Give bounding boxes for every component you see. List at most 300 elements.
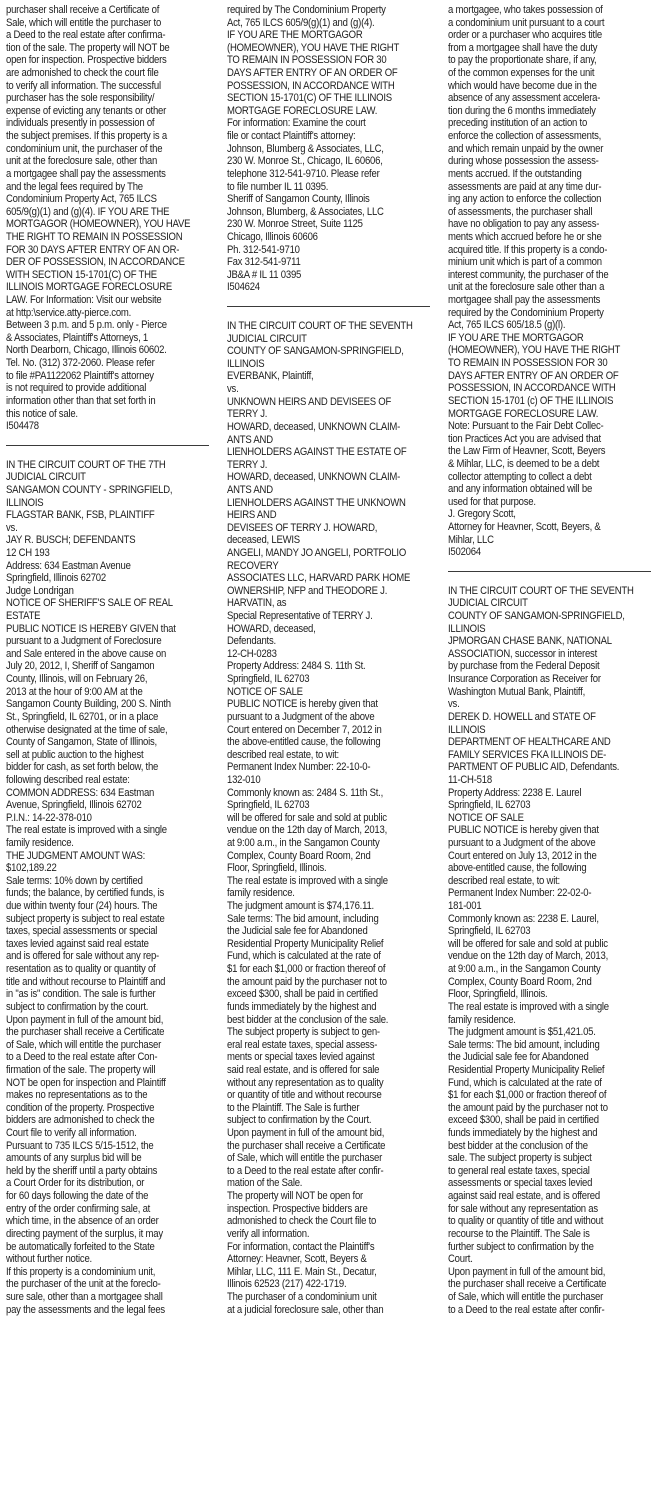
notice-line: ments accrued. If the outstanding <box>448 167 582 180</box>
notice-line: the Judicial sale fee for Abandoned <box>448 1051 589 1064</box>
notice-divider <box>448 571 651 572</box>
notice-line: ILLINOIS MORTGAGE FORECLOSURE <box>6 281 173 294</box>
notice-line: exceed $300, shall be paid in certified <box>448 1114 599 1127</box>
notice-line: interest community, the purchaser of the <box>448 268 609 281</box>
notice-line: and any information obtained will be <box>448 483 593 496</box>
notice-line: for 60 days following the date of the <box>6 1190 149 1203</box>
notice-line: be automatically forfeited to the State <box>6 1240 155 1253</box>
legal-notice <box>6 459 209 1316</box>
notice-line: bidders are admonished to check the <box>6 1114 155 1127</box>
notice-line: 12 CH 193 <box>6 546 50 559</box>
notice-line: Judge Londrigan <box>6 584 74 597</box>
notice-line: FOR 30 DAYS AFTER ENTRY OF AN OR- <box>6 243 180 256</box>
notice-line: taxes, special assessments or special <box>6 925 158 938</box>
notice-line: will be offered for sale and sold at public <box>227 811 387 824</box>
notice-line: Pursuant to 735 ILCS 5/15-1512, the <box>6 1139 154 1152</box>
notice-line: information other than that set forth in <box>6 394 156 407</box>
legal-notice <box>6 4 209 433</box>
notice-line: POSSESSION, IN ACCORDANCE WITH <box>448 382 616 395</box>
notice-line: verify all information. <box>227 1227 310 1240</box>
notice-line: to a Deed to the real estate after confir- <box>227 1164 384 1177</box>
notice-line: which would have become due in the <box>448 79 597 92</box>
notice-line: the Judicial sale fee for Abandoned <box>227 925 368 938</box>
notice-line: & Mihlar, LLC, is deemed to be a debt <box>448 457 600 470</box>
notice-line: to file number IL 11 0395. <box>227 180 329 193</box>
notice-line: Tel. No. (312) 372-2060. Please refer <box>6 357 155 370</box>
notice-line: the subject premises. If this property is a <box>6 130 167 143</box>
notice-line: taxes levied against said real estate <box>6 937 149 950</box>
notice-line: Avenue, Springfield, Illinois 62702 <box>6 799 142 812</box>
notice-line: preceding institution of an action to <box>448 117 588 130</box>
notice-line: the purchaser shall receive a Certificate <box>448 1278 607 1291</box>
notice-line: Illinois 62523 (217) 422-1719. <box>227 1278 347 1291</box>
notice-line: Springfield, IL 62703 <box>448 925 531 938</box>
notice-line: County of Sangamon, State of Illinois, <box>6 736 157 749</box>
notice-line: deceased, LEWIS <box>227 534 300 547</box>
notice-line: JB&A # IL 11 0395 <box>227 268 302 281</box>
notice-line: POSSESSION, IN ACCORDANCE WITH <box>227 79 395 92</box>
notice-line: ILLINOIS <box>448 723 486 736</box>
notice-line: by purchase from the Federal Deposit <box>448 660 600 673</box>
notice-line: the Law Firm of Heavner, Scott, Beyers <box>448 445 606 458</box>
notice-line: County, Illinois, will on February 26, <box>6 673 148 686</box>
notice-line: and is offered for sale without any rep- <box>6 950 160 963</box>
notice-line: the purchaser shall receive a Certificate <box>6 1026 165 1039</box>
notice-line: TERRY J. <box>227 408 268 421</box>
notice-line: Sale terms: The bid amount, including <box>227 912 379 925</box>
notice-line: recourse to the Plaintiff. The Sale is <box>448 1227 590 1240</box>
notice-line: MORTGAGE FORECLOSURE LAW. <box>227 104 378 117</box>
notice-line: NOTICE OF SALE <box>448 811 524 824</box>
notice-line: Commonly known as: 2238 E. Laurel, <box>448 912 599 925</box>
legal-notice <box>448 4 651 559</box>
notice-line: Springfield, Illinois 62702 <box>6 572 106 585</box>
notice-line: P.I.N.: 14-22-378-010 <box>6 811 92 824</box>
notice-line: ANGELI, MANDY JO ANGELI, PORTFOLIO <box>227 546 407 559</box>
notice-line: Springfield, IL 62703 <box>448 799 531 812</box>
notice-line: RECOVERY <box>227 559 279 572</box>
notice-line: PUBLIC NOTICE IS HEREBY GIVEN that <box>6 622 176 635</box>
notice-line: ILLINOIS <box>227 357 265 370</box>
notice-line: DEREK D. HOWELL and STATE OF <box>448 710 596 723</box>
notice-line: TO REMAIN IN POSSESSION FOR 30 <box>448 357 608 370</box>
notice-line: NOT be open for inspection and Plaintiff <box>6 1076 166 1089</box>
notice-divider <box>6 445 209 446</box>
notice-line: DEPARTMENT OF HEALTHCARE AND <box>448 736 611 749</box>
notice-line: EVERBANK, Plaintiff, <box>227 370 314 383</box>
notice-line: at 9:00 a.m., in the Sangamon County <box>227 837 380 849</box>
notice-line: exceed $300, shall be paid in certified <box>227 988 378 1001</box>
notice-line: Commonly known as: 2484 S. 11th St., <box>227 786 384 799</box>
notice-line: Upon payment in full of the amount bid, <box>6 1013 164 1026</box>
notice-line: pay the assessments and the legal fees <box>6 1303 165 1316</box>
notice-line: above-entitled cause, the following <box>448 862 587 875</box>
notice-line: a mortgagee shall pay the assessments <box>6 167 166 180</box>
notice-line: subject to confirmation by the court. <box>6 1000 149 1013</box>
notice-line: telephone 312-541-9710. Please refer <box>227 167 380 180</box>
notice-line: family residence. <box>448 1013 516 1026</box>
notice-line: of assessments, the purchaser shall <box>448 205 593 218</box>
notice-line: have no obligation to pay any assess- <box>448 218 600 231</box>
notice-line: UNKNOWN HEIRS AND DEVISEES OF <box>227 395 392 408</box>
notice-line: FAMILY SERVICES FKA ILLINOIS DE- <box>448 748 607 761</box>
notice-line: Springfield, IL 62703 <box>227 673 310 686</box>
notice-line: The property will NOT be open for <box>227 1190 364 1203</box>
notice-line: enforce the collection of assessments, <box>448 130 602 143</box>
notice-line: and the legal fees required by The <box>6 180 143 193</box>
notice-line: North Dearborn, Chicago, Illinois 60602. <box>6 344 167 357</box>
notice-line: used for that purpose. <box>448 495 536 508</box>
notice-line: TERRY J. <box>227 458 268 471</box>
notice-line: assessments are paid at any time dur- <box>448 180 602 193</box>
notice-line: Johnson, Blumberg, & Associates, LLC <box>227 205 384 218</box>
notice-line: at a judicial foreclosure sale, other than <box>227 1303 384 1316</box>
notice-line: held by the sheriff until a party obtains <box>6 1164 158 1177</box>
notice-line: The subject property is subject to gen- <box>227 1026 380 1039</box>
notice-line: inspection. Prospective bidders are <box>227 1202 368 1215</box>
notice-line: HEIRS AND <box>227 509 277 522</box>
notice-line: which time, in the absence of an order <box>6 1215 159 1228</box>
notice-line: the purchaser shall receive a Certificate <box>227 1139 386 1152</box>
notice-line: LIENHOLDERS AGAINST THE ESTATE OF <box>227 446 407 459</box>
notice-line: The real estate is improved with a single <box>6 824 167 837</box>
notice-line: to the Plaintiff. The Sale is further <box>227 1101 360 1114</box>
notice-line: Sangamon County Building, 200 S. Ninth <box>6 698 171 711</box>
notice-line: COMMON ADDRESS: 634 Eastman <box>6 786 155 799</box>
notice-line: funds immediately by the highest and <box>227 1000 377 1013</box>
notice-line: pursuant to a Judgment of Foreclosure <box>6 635 162 648</box>
notice-line: $1 for each $1,000 or fraction thereof of <box>448 1089 607 1102</box>
notice-line: ANTS AND <box>227 433 273 446</box>
notice-line: unit at the foreclosure sale, other than <box>6 155 158 168</box>
notice-line: best bidder at the conclusion of the <box>448 1139 588 1152</box>
notice-line: collector attempting to collect a debt <box>448 470 592 483</box>
notice-line: Court file to verify all information. <box>6 1127 137 1140</box>
notice-line: unit at the foreclosure sale other than a <box>448 281 605 294</box>
notice-line: ing any action to enforce the collection <box>448 193 602 206</box>
notice-line: without any representation as to quality <box>227 1076 384 1089</box>
notice-line: Ph. 312-541-9710 <box>227 243 300 256</box>
notice-line: $1 for each $1,000 or fraction thereof of <box>227 963 386 976</box>
notice-line: at 9:00 a.m., in the Sangamon County <box>448 963 601 976</box>
notice-line: vendue on the 12th day of March, 2013, <box>227 824 388 837</box>
notice-line: assessments or special taxes levied <box>448 1177 593 1190</box>
notice-line: to a Deed to the real estate after Con- <box>6 1051 158 1064</box>
notice-line: 605/9(g)(1) and (g)(4). IF YOU ARE THE <box>6 205 170 218</box>
notice-line: acquired title. If this property is a condo- <box>448 243 608 256</box>
notice-line: For information: Examine the court <box>227 117 366 130</box>
notice-line: Act, 765 ILCS 605/9(g)(1) and (g)(4). <box>227 16 375 29</box>
notice-line: due within twenty four (24) hours. The <box>6 900 158 913</box>
notice-line: 181-001 <box>448 900 482 913</box>
notice-line: Property Address: 2238 E. Laurel <box>448 786 582 799</box>
notice-line: family residence. <box>6 837 74 849</box>
notice-line: The purchaser of a condominium unit <box>227 1290 377 1303</box>
notice-line: best bidder at the conclusion of the sale. <box>227 1013 389 1026</box>
notice-line: Residential Property Municipality Relief <box>227 937 384 950</box>
notice-line: to verify all information. The successful <box>6 79 161 92</box>
notice-line: entry of the order confirming sale, at <box>6 1202 151 1215</box>
notice-line: Sale, which will entitle the purchaser to <box>6 16 162 29</box>
notice-line: DAYS AFTER ENTRY OF AN ORDER OF <box>448 369 619 382</box>
notice-line: SANGAMON COUNTY - SPRINGFIELD, <box>6 483 173 496</box>
notice-line: Fund, which is calculated at the rate of <box>448 1076 602 1089</box>
notice-line: Upon payment in full of the amount bid, <box>448 1265 606 1278</box>
notice-line: 2013 at the hour of 9:00 AM at the <box>6 685 143 698</box>
notice-line: the above-entitled cause, the following <box>227 736 381 749</box>
notice-line: I502064 <box>448 546 481 559</box>
notice-line: the amount paid by the purchaser not to <box>448 1101 608 1114</box>
notice-line: Floor, Springfield, Illinois. <box>448 988 548 1001</box>
notice-line: Condominium Property Act, 765 ILCS <box>6 193 157 206</box>
notice-line: The judgment amount is $74,176.11. <box>227 900 374 913</box>
notice-line: of the common expenses for the unit <box>448 67 595 80</box>
notice-line: Complex, County Board Room, 2nd <box>227 849 371 862</box>
notice-line: JAY R. BUSCH; DEFENDANTS <box>6 534 136 547</box>
notice-line: to general real estate taxes, special <box>448 1164 590 1177</box>
notice-line: PUBLIC NOTICE is hereby given that <box>227 698 378 711</box>
notice-line: a condominium unit pursuant to a court <box>448 16 605 29</box>
notice-line: TO REMAIN IN POSSESSION FOR 30 <box>227 54 387 67</box>
notice-line: NOTICE OF SALE <box>227 685 303 698</box>
notice-line: Court entered on December 7, 2012 in <box>227 723 382 736</box>
notice-line: required by The Condominium Property <box>227 4 386 16</box>
notice-line: JUDICIAL CIRCUIT <box>448 597 528 610</box>
notice-line: Address: 634 Eastman Avenue <box>6 559 131 572</box>
notice-line: funds; the balance, by certified funds, is <box>6 887 165 900</box>
notice-line: I504624 <box>227 281 260 294</box>
notice-line: in "as is" condition. The sale is further <box>6 988 156 1001</box>
notice-line: tion Practices Act you are advised that <box>448 432 601 445</box>
notice-line: described real estate, to wit: <box>448 874 560 887</box>
notice-line: resentation as to quality or quantity of <box>6 963 156 976</box>
notice-line: mation of the Sale. <box>227 1177 303 1190</box>
notice-line: described real estate, to wit: <box>227 748 339 761</box>
notice-line: ANTS AND <box>227 483 273 496</box>
notice-line: Defendants. <box>227 635 276 648</box>
notice-line: purchaser has the sole responsibility/ <box>6 92 155 105</box>
notice-line: Permanent Index Number: 22-02-0- <box>448 887 592 900</box>
notice-line: 230 W. Monroe St., Chicago, IL 60606, <box>227 155 383 168</box>
notice-line: eral real estate taxes, special assess- <box>227 1038 378 1051</box>
notice-line: and which remain unpaid by the owner <box>448 142 604 155</box>
notice-line: $102,189.22 <box>6 862 57 875</box>
notice-line: ASSOCIATION, successor in interest <box>448 647 598 660</box>
notice-line: sell at public auction to the highest <box>6 748 144 761</box>
notice-line: Washington Mutual Bank, Plaintiff, <box>448 685 586 698</box>
notice-line: Court entered on July 13, 2012 in the <box>448 849 597 862</box>
notice-line: will be offered for sale and sold at public <box>448 937 608 950</box>
notice-line: Permanent Index Number: 22-10-0- <box>227 761 371 774</box>
notice-line: I504478 <box>6 420 39 433</box>
notice-line: Sale terms: 10% down by certified <box>6 874 143 887</box>
notice-line: ASSOCIATES LLC, HARVARD PARK HOME <box>227 572 411 585</box>
notice-line: OWNERSHIP, NFP and THEODORE J. <box>227 584 388 597</box>
notice-line: ILLINOIS <box>6 496 44 509</box>
notice-line: sale. The subject property is subject <box>448 1152 592 1165</box>
notice-line: minium unit which is part of a common <box>448 256 602 269</box>
notice-line: Court. <box>448 1253 473 1266</box>
notice-line: vs. <box>6 521 18 534</box>
notice-line: ments or special taxes levied against <box>227 1051 375 1064</box>
notice-line: a Court Order for its distribution, or <box>6 1177 145 1190</box>
notice-line: Upon payment in full of the amount bid, <box>227 1127 385 1140</box>
notice-line: FLAGSTAR BANK, FSB, PLAINTIFF <box>6 509 155 522</box>
notice-line: vs. <box>448 698 460 711</box>
notice-line: IN THE CIRCUIT COURT OF THE SEVENTH <box>448 584 634 597</box>
notice-line: IN THE CIRCUIT COURT OF THE 7TH <box>6 458 166 471</box>
notice-line: condominium unit, the purchaser of the <box>6 142 163 155</box>
notice-line: JUDICIAL CIRCUIT <box>227 332 307 345</box>
notice-line: vs. <box>227 383 239 396</box>
notice-line: the amount paid by the purchaser not to <box>227 975 387 988</box>
notice-line: tion of the sale. The property will NOT be <box>6 41 170 54</box>
notice-line: Between 3 p.m. and 5 p.m. only - Pierce <box>6 319 167 332</box>
notice-line: SECTION 15-1701 (c) OF THE ILLINOIS <box>448 394 614 407</box>
notice-line: DER OF POSSESSION, IN ACCORDANCE <box>6 256 185 269</box>
notice-line: Sale terms: The bid amount, including <box>448 1038 600 1051</box>
notice-line: vendue on the 12th day of March, 2013, <box>448 950 609 963</box>
notice-line: further subject to confirmation by the <box>448 1240 594 1253</box>
notice-line: JPMORGAN CHASE BANK, NATIONAL <box>448 635 612 648</box>
notice-line: WITH SECTION 15-1701(C) OF THE <box>6 268 157 281</box>
notice-line: Mihlar, LLC <box>448 533 494 546</box>
notice-line: IF YOU ARE THE MORTGAGOR <box>227 29 363 42</box>
notice-line: IF YOU ARE THE MORTGAGOR <box>448 331 584 344</box>
notice-line: following described real estate: <box>6 773 130 786</box>
notice-line: Fax 312-541-9711 <box>227 256 301 269</box>
notice-line: THE RIGHT TO REMAIN IN POSSESSION <box>6 230 183 243</box>
notice-line: THE JUDGMENT AMOUNT WAS: <box>6 849 146 862</box>
notice-line: JUDICIAL CIRCUIT <box>6 471 86 484</box>
notice-line: at http:\service.atty-pierce.com. <box>6 306 132 319</box>
notice-line: COUNTY OF SANGAMON-SPRINGFIELD, <box>227 345 404 358</box>
notice-line: order or a purchaser who acquires title <box>448 29 602 42</box>
notice-line: a Deed to the real estate after confirma- <box>6 29 166 42</box>
notice-line: said real estate, and is offered for sale <box>227 1063 380 1076</box>
notice-line: St., Springfield, IL 62701, or in a place <box>6 710 159 723</box>
notice-line: Fund, which is calculated at the rate of <box>227 950 381 963</box>
notice-line: HOWARD, deceased, UNKNOWN CLAIM- <box>227 471 401 484</box>
notice-line: DAYS AFTER ENTRY OF AN ORDER OF <box>227 67 398 80</box>
notice-line: Note: Pursuant to the Fair Debt Collec- <box>448 420 604 433</box>
notice-line: to a Deed to the real estate after confir- <box>448 1303 605 1316</box>
notice-line: 11-CH-518 <box>448 773 492 786</box>
notice-line: Springfield, IL 62703 <box>227 799 310 812</box>
notice-line: Complex, County Board Room, 2nd <box>448 975 592 988</box>
notice-line: of Sale, which will entitle the purchaser <box>448 1290 604 1303</box>
notice-line: Act, 765 ILCS 605/18.5 (g)(l). <box>448 319 566 332</box>
notice-line: a mortgagee, who takes possession of <box>448 4 603 16</box>
notice-line: Attorney: Heavner, Scott, Beyers & <box>227 1253 367 1266</box>
notice-line: this notice of sale. <box>6 407 78 420</box>
notice-line: July 20, 2012, I, Sheriff of Sangamon <box>6 660 155 673</box>
notice-line: condition of the property. Prospective <box>6 1101 155 1114</box>
notice-line: subject property is subject to real estate <box>6 912 165 925</box>
notice-line: or quantity of title and without recourse <box>227 1089 382 1102</box>
notice-line: expense of evicting any tenants or other <box>6 104 167 117</box>
column-1 <box>6 4 209 1316</box>
notice-line: makes no representations as to the <box>6 1089 148 1102</box>
notice-line: ments which accrued before he or she <box>448 230 602 243</box>
notice-line: title and without recourse to Plaintiff and <box>6 975 166 988</box>
notice-line: LIENHOLDERS AGAINST THE UNKNOWN <box>227 496 406 509</box>
notice-line: Insurance Corporation as Receiver for <box>448 673 601 686</box>
notice-line: family residence. <box>227 887 295 900</box>
notice-line: Property Address: 2484 S. 11th St. <box>227 660 366 673</box>
notice-line: PARTMENT OF PUBLIC AID, Defendants. <box>448 761 620 774</box>
notice-line: against said real estate, and is offered <box>448 1190 600 1203</box>
notice-line: DEVISEES OF TERRY J. HOWARD, <box>227 521 378 534</box>
notice-line: For information, contact the Plaintiff's <box>227 1240 375 1253</box>
notice-line: Residential Property Municipality Relief <box>448 1063 605 1076</box>
notice-line: individuals presently in possession of <box>6 117 155 130</box>
legal-notice <box>448 585 651 1316</box>
notice-line: and Sale entered in the above cause on <box>6 647 167 660</box>
notice-line: (HOMEOWNER), YOU HAVE THE RIGHT <box>227 41 400 54</box>
notice-line: Johnson, Blumberg & Associates, LLC, <box>227 142 384 155</box>
notice-line: file or contact Plaintiff's attorney: <box>227 130 356 143</box>
notice-line: of Sale, which will entitle the purchaser <box>6 1038 162 1051</box>
notice-line: amounts of any surplus bid will be <box>6 1152 142 1165</box>
notice-line: SECTION 15-1701(C) OF THE ILLINOIS <box>227 92 392 105</box>
notice-line: Floor, Springfield, Illinois. <box>227 862 327 875</box>
notice-line: Special Representative of TERRY J. <box>227 610 373 623</box>
notice-line: 132-010 <box>227 773 261 786</box>
notice-line: directing payment of the surplus, it may <box>6 1227 163 1240</box>
legal-notice <box>227 4 430 294</box>
notice-line: Attorney for Heavner, Scott, Beyers, & <box>448 520 601 533</box>
notice-line: open for inspection. Prospective bidders <box>6 54 167 67</box>
notice-line: subject to confirmation by the Court. <box>227 1114 372 1127</box>
notice-line: are admonished to check the court file <box>6 67 159 80</box>
notice-line: funds immediately by the highest and <box>448 1127 598 1140</box>
notice-line: otherwise designated at the time of sale, <box>6 723 168 736</box>
notice-line: LAW. For Information: Visit our website <box>6 294 162 307</box>
notice-line: The judgment amount is $51,421.05. <box>448 1026 596 1039</box>
notice-line: If this property is a condominium unit, <box>6 1265 156 1278</box>
notice-line: HOWARD, deceased, UNKNOWN CLAIM- <box>227 420 401 433</box>
notice-line: MORTGAGOR (HOMEOWNER), YOU HAVE <box>6 218 191 231</box>
notice-line: for sale without any representation as <box>448 1202 598 1215</box>
notice-line: HARVATIN, as <box>227 597 287 610</box>
notice-line: J. Gregory Scott, <box>448 508 516 521</box>
notice-line: Chicago, Illinois 60606 <box>227 230 318 243</box>
notice-line: ESTATE <box>6 610 41 623</box>
notice-line: PUBLIC NOTICE is hereby given that <box>448 824 599 837</box>
notice-line: pursuant to a Judgment of the above <box>227 710 375 723</box>
notice-line: pursuant to a Judgment of the above <box>448 837 596 849</box>
notice-line: IN THE CIRCUIT COURT OF THE SEVENTH <box>227 320 413 333</box>
notice-line: during whose possession the assess- <box>448 155 599 168</box>
notice-line: & Associates, Plaintiff's Attorneys, 1 <box>6 331 149 344</box>
notice-line: to pay the proportionate share, if any, <box>448 54 597 67</box>
notice-line: bidder for cash, as set forth below, the <box>6 761 159 774</box>
notice-line: COUNTY OF SANGAMON-SPRINGFIELD, <box>448 610 625 623</box>
notice-line: 12-CH-0283 <box>227 647 277 660</box>
notice-line: (HOMEOWNER), YOU HAVE THE RIGHT <box>448 344 621 357</box>
notice-line: from a mortgagee shall have the duty <box>448 41 598 54</box>
notice-line: The real estate is improved with a single <box>227 874 388 887</box>
notice-line: MORTGAGE FORECLOSURE LAW. <box>448 407 599 420</box>
notice-line: of Sale, which will entitle the purchaser <box>227 1152 383 1165</box>
column-2 <box>227 4 430 1316</box>
notice-line: HOWARD, deceased, <box>227 622 316 635</box>
notice-line: the purchaser of the unit at the foreclo- <box>6 1278 161 1291</box>
notice-line: NOTICE OF SHERIFF'S SALE OF REAL <box>6 597 173 610</box>
notice-line: purchaser shall receive a Certificate of <box>6 4 160 16</box>
notice-line: is not required to provide additional <box>6 382 147 395</box>
